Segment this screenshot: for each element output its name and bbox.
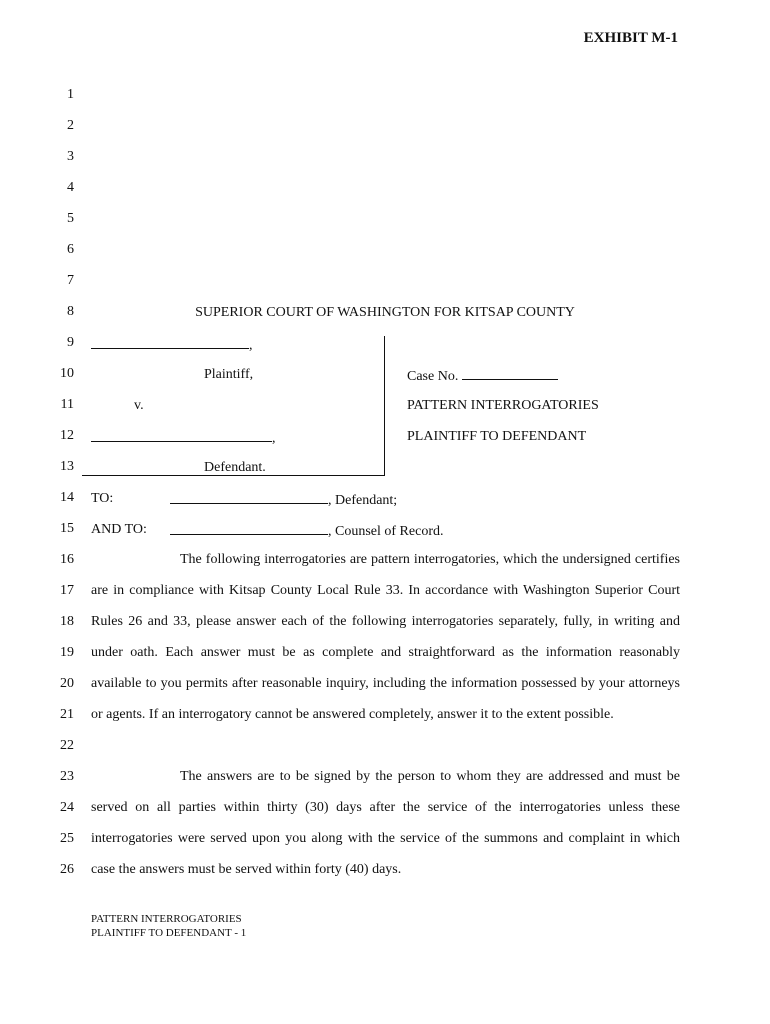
line-number: 3 <box>67 149 74 164</box>
line-number: 8 <box>67 304 74 319</box>
to-suffix: , Defendant; <box>328 493 398 508</box>
line-number: 11 <box>60 397 74 412</box>
line-number: 2 <box>67 118 74 133</box>
and-to-label: AND TO: <box>91 522 147 537</box>
to-line <box>170 491 397 509</box>
body-paragraph-1: The following interrogatories are pattern interrogatories, which the undersigned certifies are in compliance with Kitsap County Local Rule 33. In accordance with Washington Superior Court Rules 26 and 33, please answer each of the following interrogatories separately, fully, in writing and under oath. Each answer must be as complete and straightforward as the information reasonably available to you permits after reasonable inquiry, including the information possessed by your attorneys or agents. If an interrogatory cannot be answered completely, answer it to the extent possible. <box>91 552 680 722</box>
versus-label: v. <box>134 398 144 413</box>
line-number: 21 <box>60 707 74 722</box>
caption-horizontal-rule <box>82 475 385 476</box>
footer-line-2: PLAINTIFF TO DEFENDANT - 1 <box>91 927 247 939</box>
line-number: 18 <box>60 614 74 629</box>
line-number: 25 <box>60 831 74 846</box>
plaintiff-label: Plaintiff, <box>204 367 254 382</box>
line-number: 17 <box>60 583 74 598</box>
line-number: 23 <box>60 769 74 784</box>
court-title: SUPERIOR COURT OF WASHINGTON FOR KITSAP COUNTY <box>195 305 575 320</box>
line-number: 10 <box>60 366 74 381</box>
to-defendant-blank[interactable] <box>170 491 328 504</box>
line-number: 4 <box>67 180 74 195</box>
exhibit-label: EXHIBIT M-1 <box>583 30 678 46</box>
and-to-counsel-blank[interactable] <box>170 522 328 535</box>
line-number: 1 <box>67 87 74 102</box>
line-number: 9 <box>67 335 74 350</box>
line-number: 6 <box>67 242 74 257</box>
caption-vertical-rule <box>384 336 385 476</box>
line-number: 13 <box>60 459 74 474</box>
line-number: 16 <box>60 552 74 567</box>
line-number: 22 <box>60 738 74 753</box>
line-number: 19 <box>60 645 74 660</box>
party-1-suffix: , <box>249 338 253 353</box>
line-number: 24 <box>60 800 74 815</box>
case-number-line <box>407 367 558 385</box>
defendant-label: Defendant. <box>204 460 266 475</box>
line-number: 14 <box>60 490 74 505</box>
footer-line-1: PATTERN INTERROGATORIES <box>91 913 242 925</box>
case-number-label: Case No. <box>407 369 459 384</box>
party-2-line <box>91 429 276 447</box>
and-to-suffix: , Counsel of Record. <box>328 524 444 539</box>
line-number: 15 <box>60 521 74 536</box>
party-1-blank[interactable] <box>91 336 249 349</box>
footer <box>91 912 246 940</box>
line-number: 5 <box>67 211 74 226</box>
case-number-blank[interactable] <box>462 367 558 380</box>
document-title-line-1: PATTERN INTERROGATORIES <box>407 398 599 413</box>
document-title-line-2: PLAINTIFF TO DEFENDANT <box>407 429 587 444</box>
party-1-line <box>91 336 253 354</box>
line-number: 7 <box>67 273 74 288</box>
line-number: 12 <box>60 428 74 443</box>
party-2-suffix: , <box>272 431 276 446</box>
party-2-blank[interactable] <box>91 429 272 442</box>
body-paragraph-2: The answers are to be signed by the person to whom they are addressed and must be served on all parties within thirty (30) days after the service of the interrogatories unless these interrogatories were served upon you along with the service of the summons and complaint in which case the answers must be served within forty (40) days. <box>91 769 680 877</box>
to-label: TO: <box>91 491 114 506</box>
line-number: 26 <box>60 862 74 877</box>
and-to-line <box>170 522 443 540</box>
line-number: 20 <box>60 676 74 691</box>
